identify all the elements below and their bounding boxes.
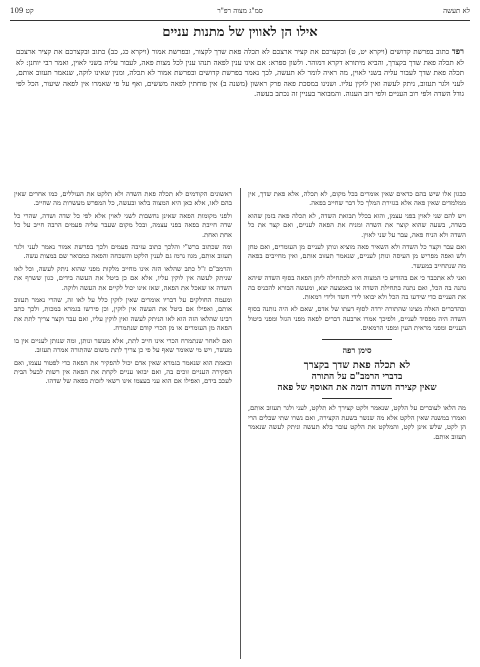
page-title: אילו הן לאווין של מתנות עניים	[162, 25, 318, 40]
right-paragraph: ויש להם שני לאוין בפני עצמן, והוא בכלל תבואת השדה, לא תכלה פאה בזמן שהוא בשדה, בשעה שהוא קוצר את השדה ומניח את הפאה לעניים, ואם קצר את כל השדה ולא הניח פאה, עבר על שני לאוין.	[248, 211, 466, 239]
header-left: קט 109	[10, 7, 34, 15]
left-paragraph: ולפני מקומות הפאה שאינן נחשבות לשני לאוין אלא לפי כל שדה ושדה, שהרי כל שדה חייבת בפאה בפני עצמה, ובכל מקום שעבר עליה פעמים הרבה חייב על כל אחת ואחת.	[14, 211, 232, 239]
section-title: לא תכלה פאת שדך בקצרך	[303, 360, 411, 372]
section-subtitle-2: שאין קצירה השדה דומה את האוסף של פאה	[277, 382, 437, 393]
intro-paragraph	[16, 46, 464, 100]
left-column	[14, 190, 232, 661]
commentary-columns	[14, 190, 466, 661]
left-paragraph: ומה שכתוב ברש"י והלכך כתוב עזיבה פעמים ולכך בפרשת אמור נאמר לעני ולגר תעזוב אותם, מגוז נרמז גם לענין הלקט והשכחה והפאה כמבואר שם במצות עשה.	[14, 243, 232, 261]
left-paragraph: ראשונים הקודמים לא תכלה פאת השדה ולא תלקט את העוללים, כמו אחרים שאין בהם לאו, אלא כאן היא המצוה בלאו ובעשה, כל המפרש מעשרות מה שחייב.	[14, 190, 232, 208]
right-paragraph: כבגון אלו שיש בהם כדאים שאין אומרים בכל מקום, לא תכלה, אלא פאת שדך, אין ממלמדים שאין פאה אלא בגזירת המלך כל דבר שחייב בפאה.	[248, 190, 466, 208]
left-paragraph: והרמב"ם ז"ל כתב שהלאו הזה אינו מחייב מלקות מפני שהוא ניתק לעשה, וכל לאו שניתק לעשה אין לוקין עליו, אלא אם כן ביטל את העשה בידים, כגון ששרף את השדה או שאכל את הפאה, שאז אינו יכול לקיים את העשה ולוקה.	[14, 264, 232, 292]
left-paragraph: ואם לאחר שנתמרח הכרי אינו חייב לתת, אלא מעשר ונותן, ומה שנותן לעניים אין בו מעשר, ויש מי שאומר שאף על פי כן צריך לתת משום שהתורה אמרה תעזוב.	[14, 336, 232, 355]
intro-text: כתוב בפרשת קדושים (ויקרא יט, ט) ובקצרכם את קציר ארצכם לא תכלה פאת שדך לקצור, ובפרשת אמור (ויקרא כג, כב) כתוב ובקצרכם את קציר ארצכם לא תכלה פאת שדך בקצרך, והביא מיתורא דקרא דמוהר. ולשון ספרא: אם אינו ענין לפאה תנהו ענין לכל מצות פאה, לעבור עליה בשני לאוין, ואמר רבי יוחנן: לא תכלה פאת שדך לעבור עליה בשני לאוין, מה ראיה לומר לא תעשה, לכך נאמר בפרשת קדושים ובפרשת אמור לא תכלה, ומנין שאינו לוקה, שנאמר תעזוב אותם, לעני ולגר תעזוב, ניתק לעשה ואין לוקין עליו. ושנינו במסכת פאה פרק ראשון (משנה ב) אין פוחתין לפאה מששים, ואף על פי שאמרו אין לפאה שיעור, הכל לפי גודל השדה ולפי רוב העניים ולפי רוב הענוה. והמבואר בעניין זה נכתב בעשה.	[16, 47, 465, 98]
header-right: לא תעשה	[443, 7, 470, 15]
right-paragraph: ובהדברים האלה מצינו שהתורה ירדה לסוף דעתו של אדם, שאם לא היה נותנה בסוף השדה היה מפסיד לעניים, ולפיכך אמרו ארבעה דברים לפאה מפני הגזל ומפני ביטול העניים ומפני מראית העין ומפני הרמאים.	[248, 305, 466, 333]
header-rule	[10, 20, 470, 21]
right-column	[248, 190, 466, 661]
left-paragraph: ומעמה החולקים על דבריו אומרים שאין לוקין כלל על לאו זה, שהרי נאמר תעזוב אותם, ואפילו אם ביטל את העשה אין לוקין, וכן פירשו בגמרא במכות, ולכך כתב רבינו שהלאו הזה הוא לאו הניתק לעשה ואין לוקין עליו, ואם עבר וקצר צריך לתת את הפאה מן העומרים או מן הכרי קודם שנתמרח.	[14, 296, 232, 333]
left-paragraph: ובאמת הוא שנאמר בגמרא שאין אדם יכול להפקיר את הפאה כדי לפטור עצמו, ואם הפקירה העניים זוכים בה, ואם יבואו עניים לקחת את הפאה אין רשות לבעל הבית לעכב בידם, ואפילו אם הוא עני בעצמו אינו רשאי לזכות בפאה של שדהו.	[14, 358, 232, 386]
right-paragraph: ואם עבר וקצר כל השדה ולא השאיר פאה מוציא ונותן לעניים מן העומרים, ואם טחן ולש ואפה מפריש מן העיסה ונותן לעניים, שנאמר תעזוב אותם, ואין מחייבים בפאה מה שנתחייב במעשר.	[248, 243, 466, 270]
right-paragraph: ואני לא אתכבד כי אם בהודיע כי המצוה היא לכתחילה ליתן הפאה בסוף השדה שיהא נהנה בה הכל, ואם נתנה בתחילת השדה או באמצעה יצא, ומעשה הבורא להכניס בה את העניים כדי שידעו בה הכל ולא יבואו לידי חשד ולידי רמאות.	[248, 274, 466, 302]
section-rule	[322, 339, 392, 340]
running-header	[10, 4, 470, 20]
intro-lemma: רפד	[451, 46, 464, 56]
section-rule	[322, 398, 392, 399]
header-center: סמ"ג מצוה רפ"ר	[217, 7, 263, 15]
section-header: סימן רפה	[342, 344, 372, 355]
right-paragraph: מה הלאו לעוברים על הלקט, שנאמר ולקט קצירך לא תלקט, לעני ולגר תעזוב אותם, ואמרו במשנה שאין הלקט אלא מה שנשר בשעת הקצירה, ואם נשרו שתי שבלים הרי הן לקט, שלש אינן לקט, והמלקט את הלקט עובר בלא תעשה וניתק לעשה שנאמר תעזוב אותם.	[248, 404, 466, 441]
section-subtitle: בדברי הרמב"ם על התורה	[311, 371, 403, 382]
